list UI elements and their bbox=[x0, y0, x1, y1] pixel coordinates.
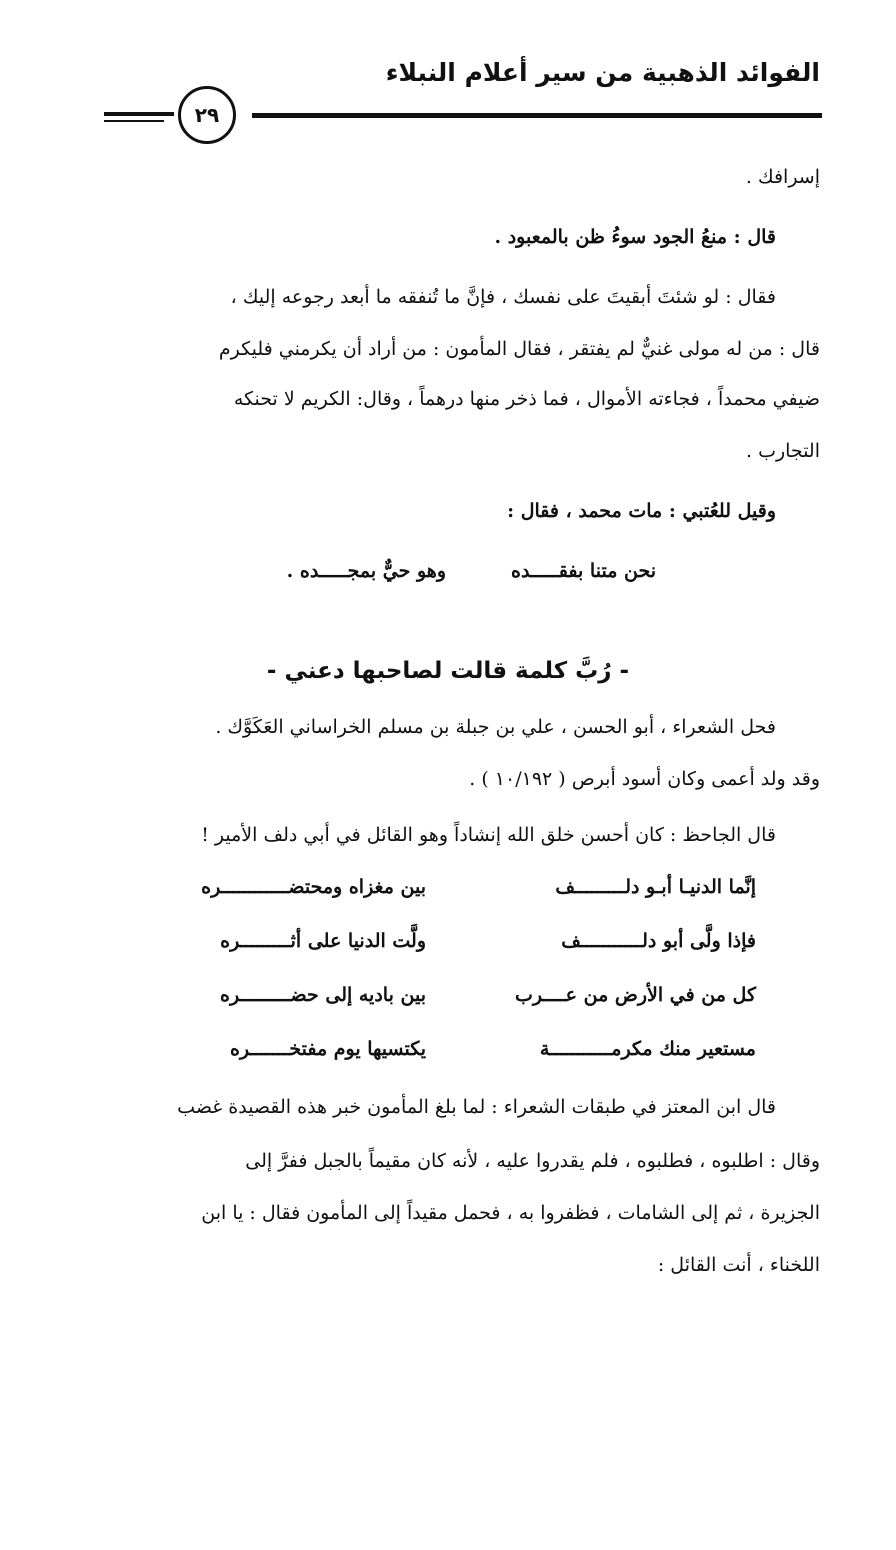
header-rule-right bbox=[252, 113, 822, 118]
paragraph-line: فحل الشعراء ، أبو الحسن ، علي بن جبلة بن مسلم الخراساني العَكَوَّك . bbox=[215, 716, 776, 738]
paragraph-line: اللخناء ، أنت القائل : bbox=[657, 1254, 820, 1276]
page-number bbox=[178, 86, 236, 144]
verse-right-hemistich: مستعير منك مكرمـــــــــــة bbox=[539, 1038, 756, 1060]
paragraph-line: التجارب . bbox=[746, 440, 820, 462]
paragraph-line: ضيفي محمداً ، فجاءته الأموال ، فما ذخر منها درهماً ، وقال: الكريم لا تحنكه bbox=[233, 388, 820, 410]
verse-left-hemistich: يكتسيها يوم مفتخـــــــره bbox=[229, 1038, 426, 1060]
verse-right-hemistich: نحن متنا بفقـــــده bbox=[511, 560, 656, 582]
paragraph-line: وقال : اطلبوه ، فطلبوه ، فلم يقدروا عليه ، لأنه كان مقيماً بالجبل ففرَّ إلى bbox=[245, 1150, 820, 1172]
verse-right-hemistich: فإذا ولَّى أبو دلـــــــــــف bbox=[561, 930, 756, 952]
verse-left-hemistich: بين باديه إلى حضـــــــــره bbox=[219, 984, 426, 1006]
verse-left-hemistich: ولَّت الدنيا على أثـــــــــره bbox=[220, 930, 426, 952]
verse-right-hemistich: إنَّما الدنيـا أبـو دلـــــــــف bbox=[555, 876, 756, 898]
paragraph-line: إسرافك . bbox=[745, 166, 820, 188]
paragraph-line: الجزيرة ، ثم إلى الشامات ، فظفروا به ، فحمل مقيداً إلى المأمون فقال : يا ابن bbox=[201, 1202, 820, 1224]
paragraph-line: قال الجاحظ : كان أحسن خلق الله إنشاداً وهو القائل في أبي دلف الأمير ! bbox=[201, 824, 776, 846]
paragraph-line: وقد ولد أعمى وكان أسود أبرص ( ١٠/١٩٢ ) . bbox=[469, 768, 820, 790]
section-heading: - رُبَّ كلمة قالت لصاحبها دعني - bbox=[266, 658, 630, 684]
paragraph-line: قال : منعُ الجود سوءُ ظن بالمعبود . bbox=[494, 226, 776, 248]
page-number-text: ٢٩ bbox=[194, 103, 220, 127]
paragraph-line: قال ابن المعتز في طبقات الشعراء : لما بلغ المأمون خبر هذه القصيدة غضب bbox=[177, 1096, 776, 1118]
verse-left-hemistich: وهو حيٌّ بمجـــــده . bbox=[286, 560, 446, 582]
header-rule-left-thin bbox=[104, 120, 164, 122]
paragraph-line: وقيل للعُتبي : مات محمد ، فقال : bbox=[507, 500, 776, 522]
paragraph-line: فقال : لو شئتَ أبقيتَ على نفسك ، فإنَّ ما تُنفقه ما أبعد رجوعه إليك ، bbox=[230, 286, 776, 308]
running-title: الفوائد الذهبية من سير أعلام النبلاء bbox=[385, 58, 820, 87]
verse-left-hemistich: بين مغزاه ومحتضــــــــــــره bbox=[201, 876, 426, 898]
header-rule-left bbox=[104, 112, 174, 116]
paragraph-line: قال : من له مولى غنيٌّ لم يفتقر ، فقال المأمون : من أراد أن يكرمني فليكرم bbox=[218, 338, 820, 360]
verse-right-hemistich: كل من في الأرض من عــــرب bbox=[515, 984, 756, 1006]
